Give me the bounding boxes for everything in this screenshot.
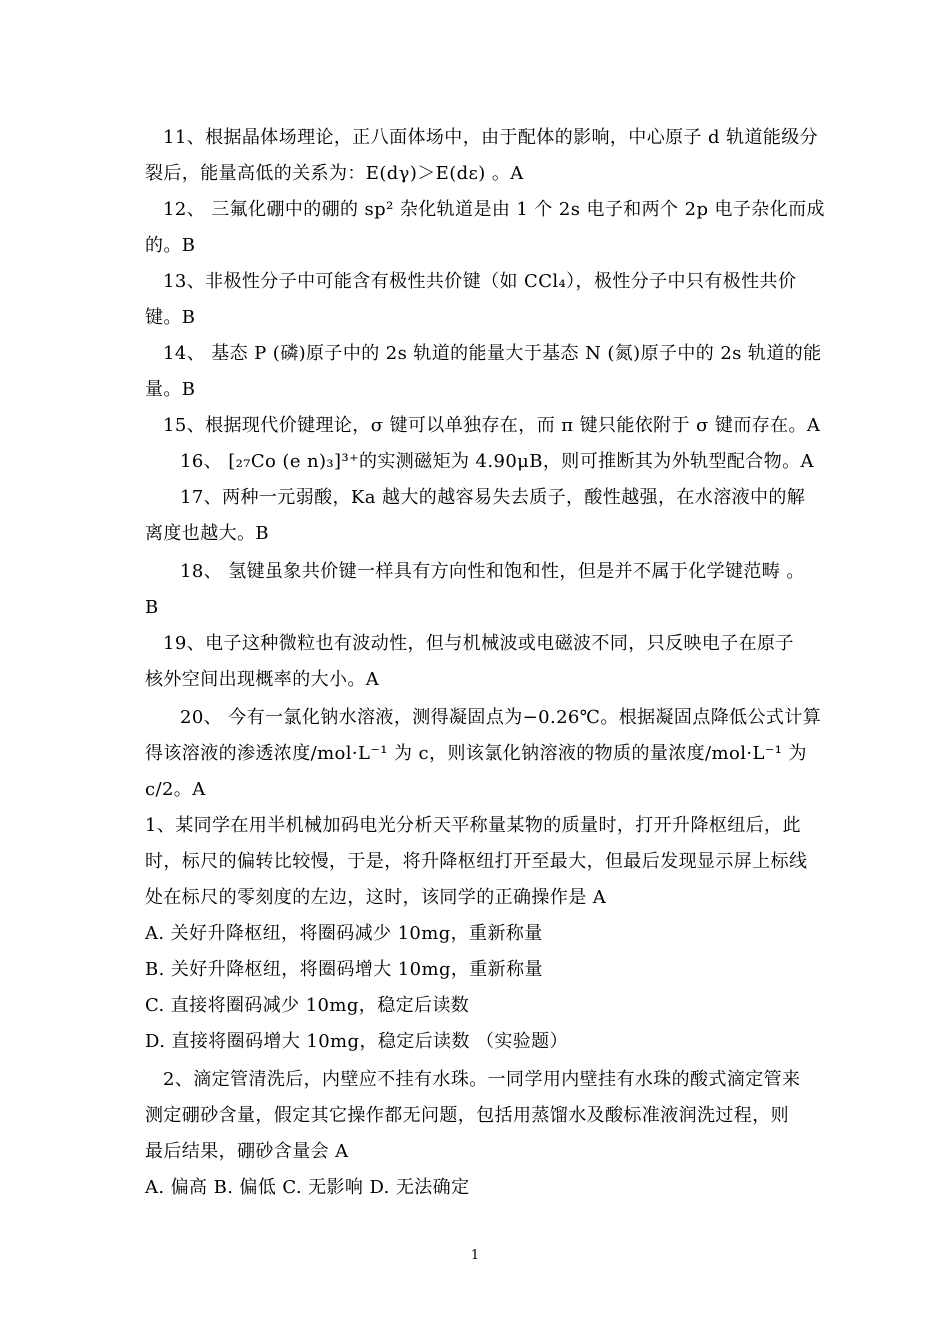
q20-line-2: 得该溶液的渗透浓度/mol·L⁻¹ 为 c，则该氯化钠溶液的物质的量浓度/mol·L⁻¹ 为: [145, 743, 807, 764]
q12-line-2: 的。B: [145, 235, 196, 256]
q20-line-1: 20、 今有一氯化钠水溶液，测得凝固点为−0.26℃。根据凝固点降低公式计算: [180, 707, 822, 728]
q14-line-2: 量。B: [145, 379, 196, 400]
mc2-line-3: 最后结果，硼砂含量会 A: [145, 1141, 349, 1162]
q13-line-1: 13、非极性分子中可能含有极性共价键（如 CCl₄），极性分子中只有极性共价: [163, 271, 797, 292]
q19-line-2: 核外空间出现概率的大小。A: [145, 669, 380, 690]
q11-line-1: 11、根据晶体场理论，正八面体场中，由于配体的影响，中心原子 d 轨道能级分: [163, 127, 819, 148]
mc1-line-1: 1、某同学在用半机械加码电光分析天平称量某物的质量时，打开升降枢纽后，此: [145, 815, 801, 836]
mc1-option-b: B. 关好升降枢纽，将圈码增大 10mg，重新称量: [145, 959, 543, 980]
mc1-option-c: C. 直接将圈码减少 10mg，稳定后读数: [145, 995, 470, 1016]
q19-line-1: 19、电子这种微粒也有波动性，但与机械波或电磁波不同，只反映电子在原子: [163, 633, 794, 654]
mc2-line-2: 测定硼砂含量，假定其它操作都无问题，包括用蒸馏水及酸标准液润洗过程，则: [145, 1105, 789, 1126]
q15-line-1: 15、根据现代价键理论，σ 键可以单独存在，而 π 键只能依附于 σ 键而存在。A: [163, 415, 821, 436]
q20-line-3: c/2。A: [145, 779, 206, 800]
mc2-line-1: 2、滴定管清洗后，内壁应不挂有水珠。一同学用内壁挂有水珠的酸式滴定管来: [163, 1069, 801, 1090]
q17-line-2: 离度也越大。B: [145, 523, 270, 544]
mc1-line-2: 时，标尺的偏转比较慢，于是，将升降枢纽打开至最大，但最后发现显示屏上标线: [145, 851, 808, 872]
q16-line-1: 16、 [₂₇Co (e n)₃]³⁺的实测磁矩为 4.90μB，则可推断其为外轨型配合物。A: [180, 451, 814, 472]
q13-line-2: 键。B: [145, 307, 196, 328]
q12-line-1: 12、 三氟化硼中的硼的 sp² 杂化轨道是由 1 个 2s 电子和两个 2p 电子杂化而成: [163, 199, 825, 220]
mc1-option-a: A. 关好升降枢纽，将圈码减少 10mg，重新称量: [145, 923, 543, 944]
q18-line-1: 18、 氢键虽象共价键一样具有方向性和饱和性，但是并不属于化学键范畴 。: [180, 561, 805, 582]
mc1-option-d: D. 直接将圈码增大 10mg，稳定后读数 （实验题）: [145, 1031, 568, 1052]
mc1-line-3: 处在标尺的零刻度的左边，这时，该同学的正确操作是 A: [145, 887, 607, 908]
page-number: 1: [470, 1248, 480, 1263]
q17-line-1: 17、两种一元弱酸，Ka 越大的越容易失去质子，酸性越强，在水溶液中的解: [180, 487, 806, 508]
q18-line-2: B: [145, 597, 159, 618]
q11-line-2: 裂后，能量高低的关系为：E(dγ)＞E(dε) 。A: [145, 163, 524, 184]
mc2-options: A. 偏高 B. 偏低 C. 无影响 D. 无法确定: [145, 1177, 470, 1198]
q14-line-1: 14、 基态 P (磷)原子中的 2s 轨道的能量大于基态 N (氮)原子中的 2s 轨道的能: [163, 343, 822, 364]
